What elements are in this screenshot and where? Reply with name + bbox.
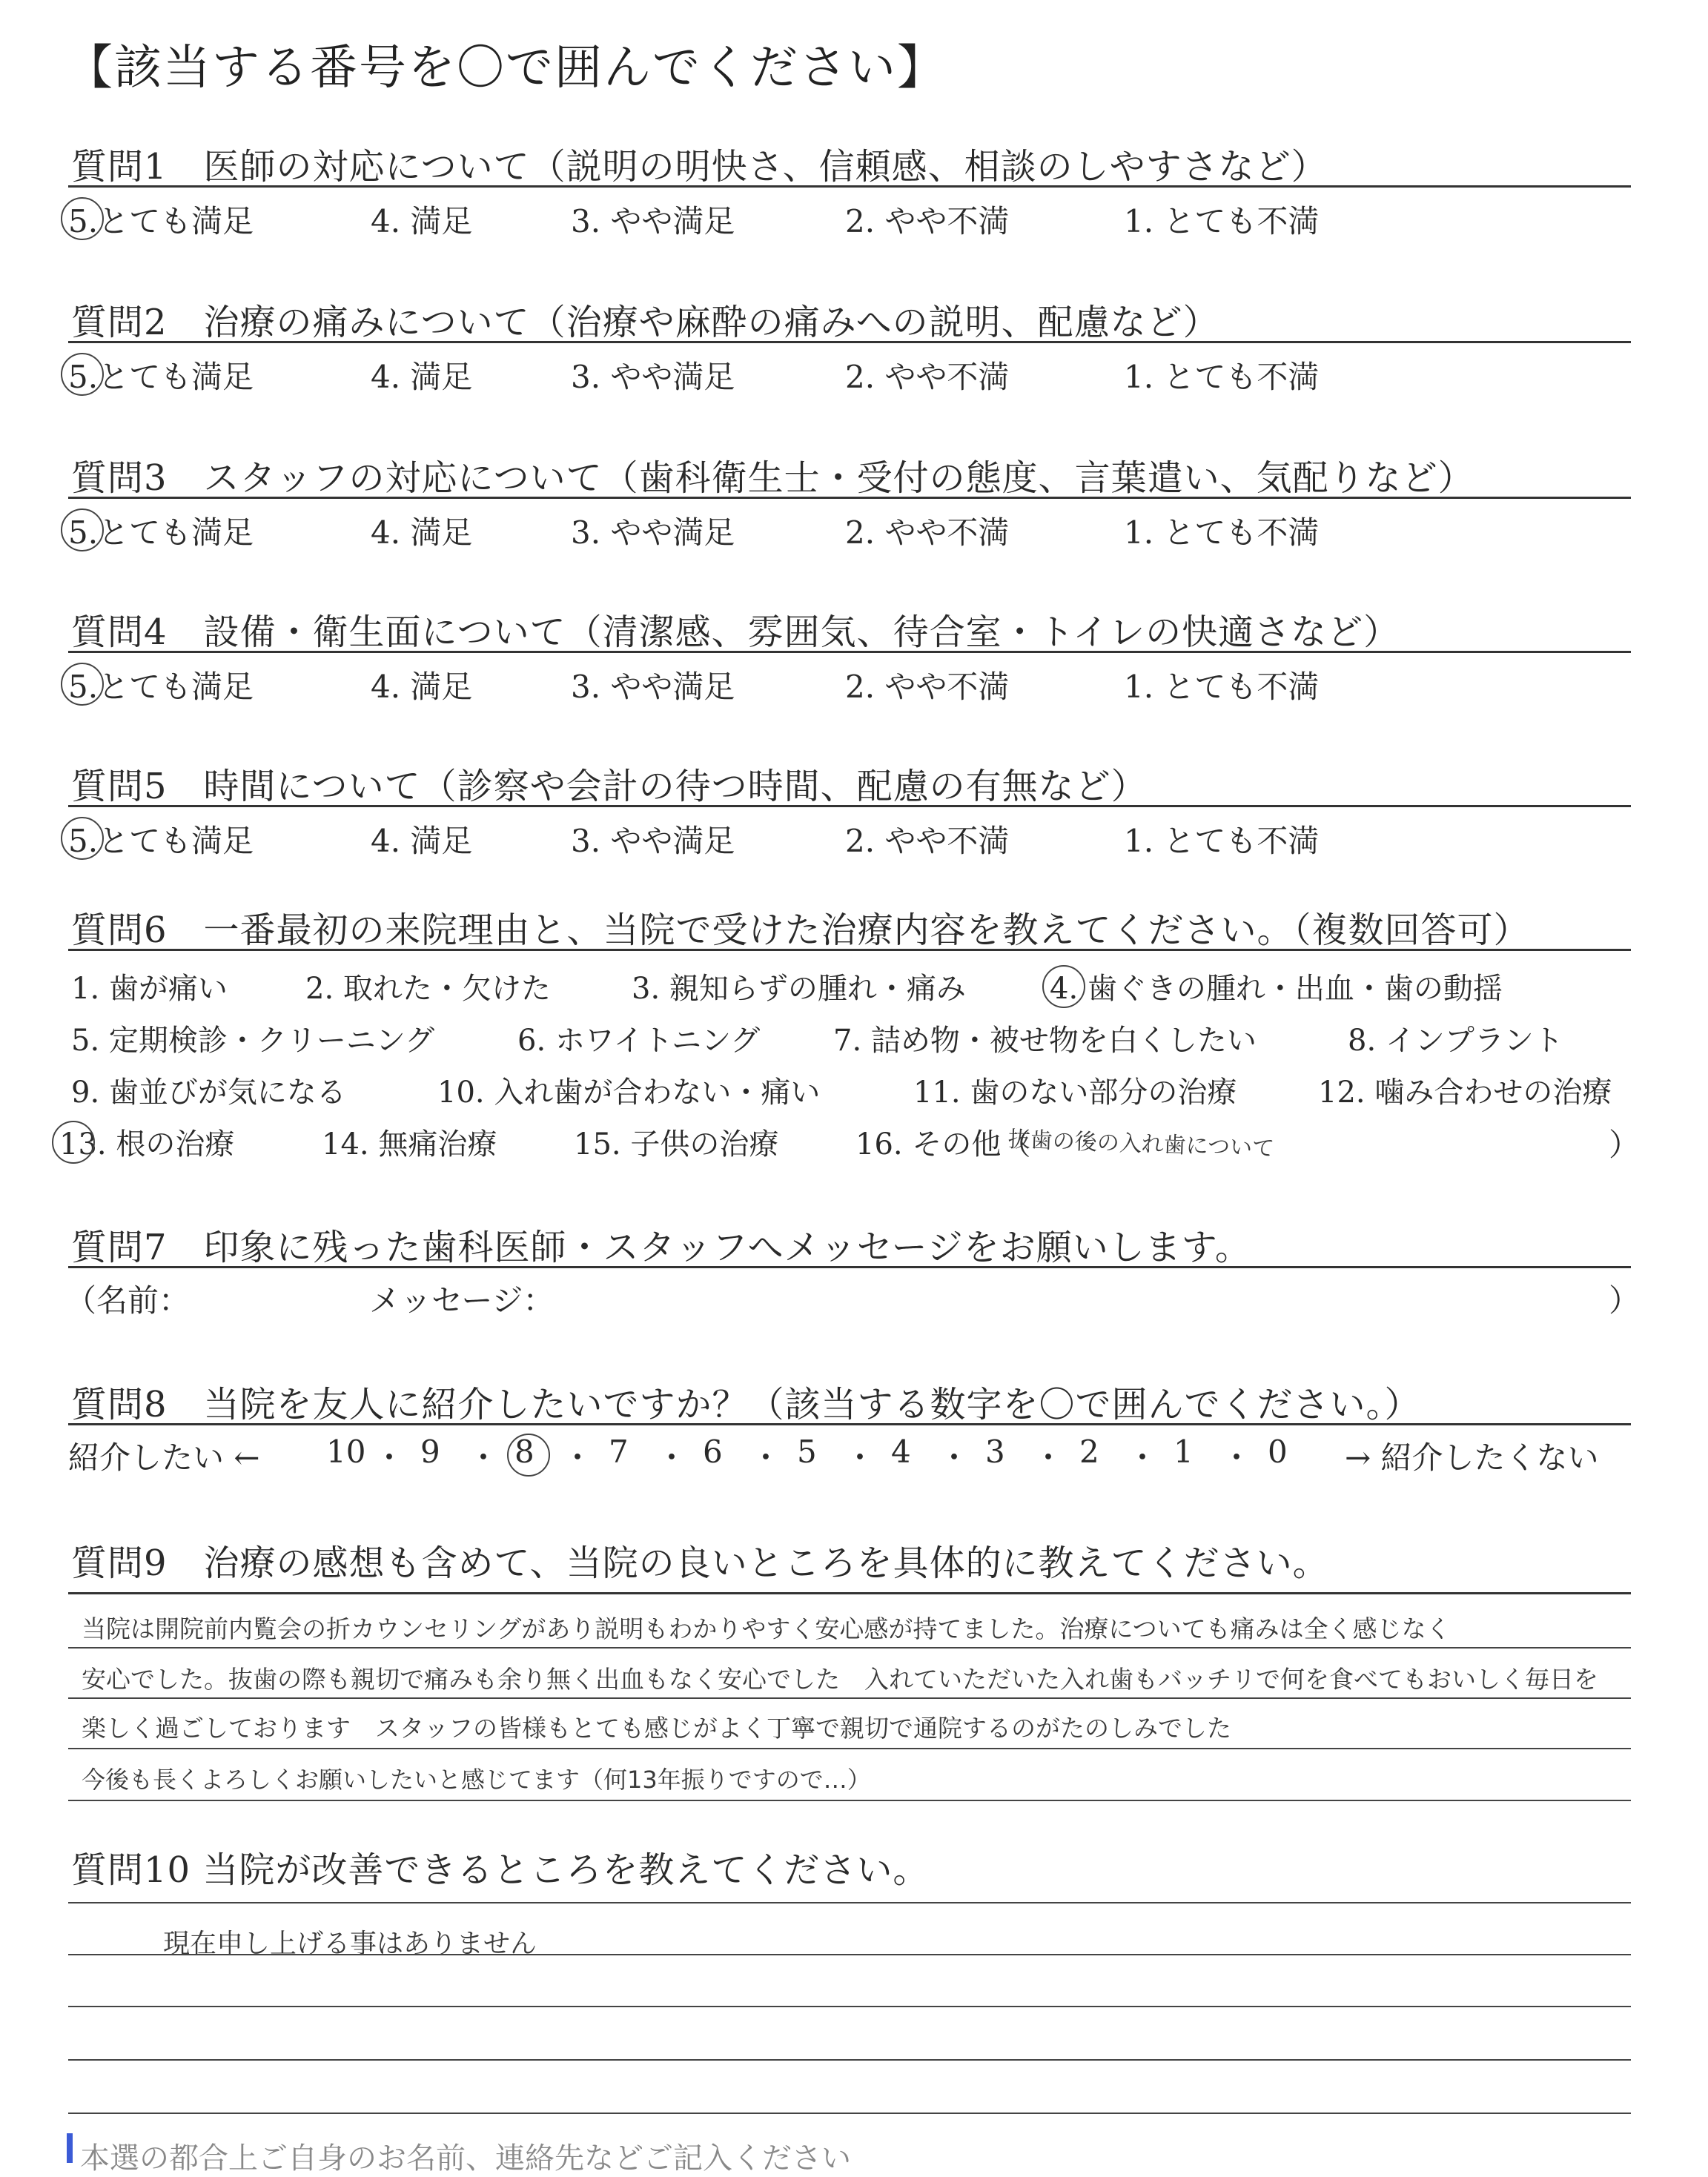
q8-separator: ・ <box>1221 1439 1253 1476</box>
q8-separator: ・ <box>374 1439 406 1476</box>
q3-option-4[interactable]: 4. 満足 <box>371 514 473 551</box>
q1-title: 質問1 医師の対応について（説明の明快さ、信頼感、相談のしやすさなど） <box>71 146 1328 188</box>
q3-option-2[interactable]: 2. やや不満 <box>845 514 1010 551</box>
q6-option-14[interactable]: 14. 無痛治療 <box>322 1127 497 1162</box>
q6-option-11[interactable]: 11. 歯のない部分の治療 <box>913 1076 1237 1110</box>
q7-close: ） <box>1609 1282 1641 1319</box>
q10-rule-3 <box>68 2006 1631 2007</box>
q6-option-10[interactable]: 10. 入れ歯が合わない・痛い <box>437 1076 821 1110</box>
q1-option-5[interactable]: 5.とても満足 <box>68 197 254 242</box>
q9-rule-3 <box>68 1748 1631 1749</box>
q8-separator: ・ <box>562 1439 594 1476</box>
q7-rule <box>68 1266 1631 1268</box>
q5-title: 質問5 時間について（診察や会計の待つ時間、配慮の有無など） <box>71 766 1148 807</box>
q2-option-4[interactable]: 4. 満足 <box>371 359 473 395</box>
q8-separator: ・ <box>1127 1439 1159 1476</box>
q6-rule <box>68 949 1631 951</box>
q10-rule-1 <box>68 1902 1631 1903</box>
q5-option-1[interactable]: 1. とても不満 <box>1124 823 1320 859</box>
q4-title: 質問4 設備・衛生面について（清潔感、雰囲気、待合室・トイレの快適さなど） <box>71 612 1400 653</box>
q6-option-5[interactable]: 5. 定期検診・クリーニング <box>71 1024 435 1058</box>
q3-option-5[interactable]: 5.とても満足 <box>68 508 254 553</box>
q7-message-label: メッセージ： <box>369 1282 555 1319</box>
q8-right-label: → 紹介したくない <box>1345 1439 1599 1476</box>
q6-option-1[interactable]: 1. 歯が痛い <box>71 972 228 1006</box>
q1-option-1[interactable]: 1. とても不満 <box>1124 203 1320 239</box>
q3-title: 質問3 スタッフの対応について（歯科衛生士・受付の態度、言葉遣い、気配りなど） <box>71 457 1474 499</box>
q7-title: 質問7 印象に残った歯科医師・スタッフへメッセージをお願いします。 <box>71 1227 1251 1268</box>
q6-title: 質問6 一番最初の来院理由と、当院で受けた治療内容を教えてください。（複数回答可） <box>71 909 1530 951</box>
q4-option-1[interactable]: 1. とても不満 <box>1124 669 1320 705</box>
q6-option-2[interactable]: 2. 取れた・欠けた <box>305 972 551 1006</box>
q9-answer-line-4: 今後も長くよろしくお願いしたいと感じてます（何13年振りですので…） <box>82 1766 871 1794</box>
q5-option-4[interactable]: 4. 満足 <box>371 823 473 859</box>
q8-score-7[interactable]: 7 <box>609 1434 629 1470</box>
q6-option-4[interactable]: 4. 歯ぐきの腫れ・出血・歯の動揺 <box>1050 965 1503 1007</box>
q5-option-2[interactable]: 2. やや不満 <box>845 823 1010 859</box>
q8-score-9[interactable]: 9 <box>420 1434 440 1470</box>
q8-separator: ・ <box>468 1439 500 1476</box>
q8-score-1[interactable]: 1 <box>1174 1434 1194 1470</box>
q2-rule <box>68 341 1631 343</box>
q4-option-5[interactable]: 5.とても満足 <box>68 663 254 707</box>
q2-option-1[interactable]: 1. とても不満 <box>1124 359 1320 395</box>
q8-score-6[interactable]: 6 <box>703 1434 723 1470</box>
q1-option-2[interactable]: 2. やや不満 <box>845 203 1010 239</box>
q2-option-5[interactable]: 5.とても満足 <box>68 353 254 397</box>
q8-separator: ・ <box>1033 1439 1065 1476</box>
q9-title: 質問9 治療の感想も含めて、当院の良いところを具体的に教えてください。 <box>71 1543 1329 1584</box>
q2-option-3[interactable]: 3. やや満足 <box>571 359 735 395</box>
q6-option-6[interactable]: 6. ホワイトニング <box>517 1024 761 1058</box>
q6-option-8[interactable]: 8. インプラント <box>1348 1024 1563 1058</box>
q1-option-4[interactable]: 4. 満足 <box>371 203 473 239</box>
q3-rule <box>68 497 1631 499</box>
q8-left-label: 紹介したい ← <box>68 1439 260 1476</box>
q4-option-3[interactable]: 3. やや満足 <box>571 669 735 705</box>
q6-option-9[interactable]: 9. 歯並びが気になる <box>71 1076 346 1110</box>
q6-other-close: ） <box>1609 1127 1641 1163</box>
q8-separator: ・ <box>750 1439 782 1476</box>
q8-score-2[interactable]: 2 <box>1079 1434 1099 1470</box>
q9-answer-line-2: 安心でした。抜歯の際も親切で痛みも余り無く出血もなく安心でした 入れていただいた入れ歯もバッチリで何を食べてもおいしく毎日を <box>82 1665 1598 1694</box>
q10-title: 質問10 当院が改善できるところを教えてください。 <box>71 1849 930 1891</box>
q6-option-3[interactable]: 3. 親知らずの腫れ・痛み <box>632 972 966 1006</box>
q6-option-16[interactable]: 16. その他（ <box>855 1127 1031 1162</box>
q5-option-5[interactable]: 5.とても満足 <box>68 817 254 861</box>
q2-option-2[interactable]: 2. やや不満 <box>845 359 1010 395</box>
q4-option-4[interactable]: 4. 満足 <box>371 669 473 705</box>
q8-score-8[interactable]: 8 <box>514 1434 534 1470</box>
q9-rule-1 <box>68 1647 1631 1649</box>
q6-other-handwriting: 抜歯の後の入れ歯について <box>1007 1127 1275 1162</box>
q8-score-0[interactable]: 0 <box>1268 1434 1288 1470</box>
q8-score-10[interactable]: 10 <box>326 1434 366 1470</box>
q8-separator: ・ <box>656 1439 688 1476</box>
q4-option-2[interactable]: 2. やや不満 <box>845 669 1010 705</box>
q10-rule-2 <box>68 1954 1631 1955</box>
q2-title: 質問2 治療の痛みについて（治療や麻酔の痛みへの説明、配慮など） <box>71 302 1219 343</box>
q4-rule <box>68 651 1631 653</box>
footer-marker <box>67 2133 73 2163</box>
q8-separator: ・ <box>844 1439 876 1476</box>
q9-rule-4 <box>68 1800 1631 1801</box>
q3-option-3[interactable]: 3. やや満足 <box>571 514 735 551</box>
q8-rule <box>68 1423 1631 1425</box>
q10-rule-4 <box>68 2059 1631 2061</box>
q8-score-4[interactable]: 4 <box>891 1434 911 1470</box>
q9-rule-2 <box>68 1697 1631 1699</box>
q5-option-3[interactable]: 3. やや満足 <box>571 823 735 859</box>
q8-score-3[interactable]: 3 <box>985 1434 1005 1470</box>
q8-score-5[interactable]: 5 <box>797 1434 817 1470</box>
q8-title: 質問8 当院を友人に紹介したいですか？（該当する数字を〇で囲んでください。） <box>71 1384 1421 1425</box>
q1-option-3[interactable]: 3. やや満足 <box>571 203 735 239</box>
q7-name-label: （名前： <box>65 1282 191 1319</box>
q8-separator: ・ <box>939 1439 970 1476</box>
q1-rule <box>68 185 1631 188</box>
q9-answer-line-1: 当院は開院前内覧会の折カウンセリングがあり説明もわかりやすく安心感が持てました。治療についても痛みは全く感じなく <box>82 1614 1451 1643</box>
q6-option-13[interactable]: 13. 根の治療 <box>59 1121 234 1163</box>
q10-answer: 現在申し上げる事はありません <box>163 1929 537 1959</box>
q5-rule <box>68 805 1631 807</box>
q10-rule-5 <box>68 2113 1631 2114</box>
footer-text: 本選の都合上ご自身のお名前、連絡先などご記入ください <box>80 2141 851 2176</box>
q6-option-7[interactable]: 7. 詰め物・被せ物を白くしたい <box>833 1024 1257 1058</box>
instruction-header: 【該当する番号を〇で囲んでください】 <box>65 41 946 96</box>
q6-option-15[interactable]: 15. 子供の治療 <box>574 1127 779 1162</box>
q3-option-1[interactable]: 1. とても不満 <box>1124 514 1320 551</box>
q9-rule <box>68 1592 1631 1594</box>
q9-answer-line-3: 楽しく過ごしております スタッフの皆様もとても感じがよく丁寧で親切で通院するのがたのしみでした <box>82 1714 1231 1743</box>
q6-option-12[interactable]: 12. 噛み合わせの治療 <box>1318 1076 1612 1110</box>
